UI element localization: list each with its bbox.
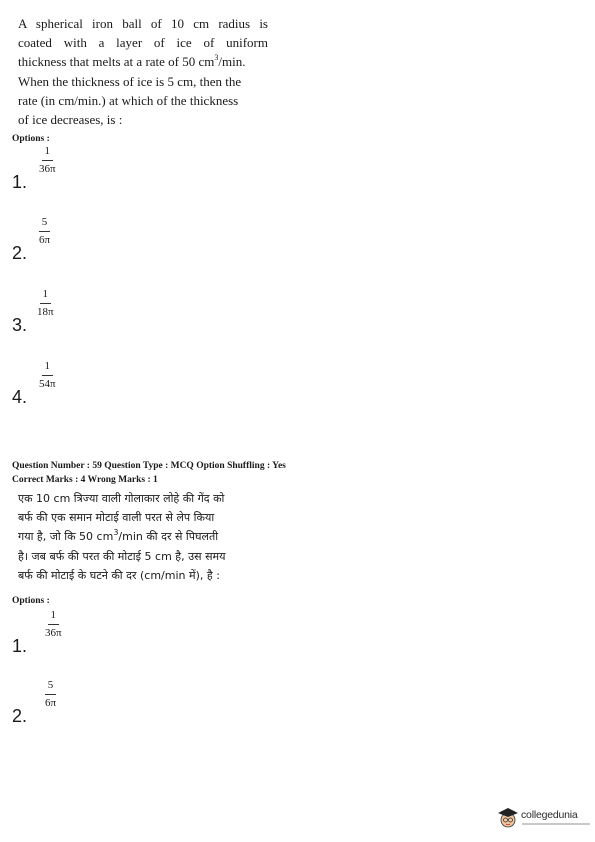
option-number: 2. [12,243,28,263]
question-line: है। जब बर्फ की परत की मोटाई 5 cm है, उस समय [18,549,226,563]
question-line: of ice decreases, is : [18,112,123,128]
fraction: $\frac{1}{36\pi}$ [39,145,56,175]
option-2[interactable] [12,216,132,264]
question-line: एक 10 cm त्रिज्या वाली गोलाकार लोहे की गेंद को [18,492,225,505]
option-2[interactable] [12,679,132,727]
superscript: 3 [113,527,119,537]
question-line: thickness that melts at a rate of 50 $cm^3/\min$. [18,53,246,70]
question-line: coated with a layer of ice of uniform [18,35,268,51]
option-number: 1. [12,636,28,656]
question-text-hindi [18,489,260,585]
question-line: गया है, जो कि 50 $cm^3/\min$ की दर से पिघलती [18,527,219,544]
fraction: $\frac{1}{54\pi}$ [39,360,56,390]
question-meta-line: Question Number : 59 Question Type : MCQ Option Shuffling : Yes [12,461,286,471]
fraction: $\frac{5}{6\pi}$ [39,216,51,246]
fraction: $\frac{1}{36\pi}$ [45,609,62,639]
question-line: बर्फ की मोटाई के घटने की दर (cm/min में), है : [18,568,220,582]
option-1[interactable] [12,609,132,657]
option-number: 2. [12,706,28,726]
collegedunia-logo [497,805,593,831]
option-1[interactable] [12,145,132,193]
logo-tagline [522,823,590,825]
logo-brand: collegedunia [521,809,578,821]
question-line: rate (in cm/min.) at which of the thickness [18,92,239,108]
fraction: $\frac{5}{6\pi}$ [45,679,57,709]
option-3[interactable] [12,288,132,336]
superscript: 3 [214,53,219,63]
option-number: 3. [12,315,28,335]
question-line: When the thickness of ice is 5 cm, then the [18,73,242,89]
question-text-english [18,14,268,129]
question-line: बर्फ की एक समान मोटाई वाली परत से लेप किया [18,511,215,525]
option-number: 4. [12,387,28,407]
option-number: 1. [12,172,28,192]
question-meta [12,459,286,487]
options-label: Options : [12,134,50,144]
fraction: $\frac{1}{18\pi}$ [37,288,54,318]
graduate-mascot-icon [497,807,519,829]
question-meta-line: Correct Marks : 4 Wrong Marks : 1 [12,475,158,485]
question-line: A spherical iron ball of 10 cm radius is [18,16,268,31]
options-label: Options : [12,596,50,606]
option-4[interactable] [12,360,132,408]
